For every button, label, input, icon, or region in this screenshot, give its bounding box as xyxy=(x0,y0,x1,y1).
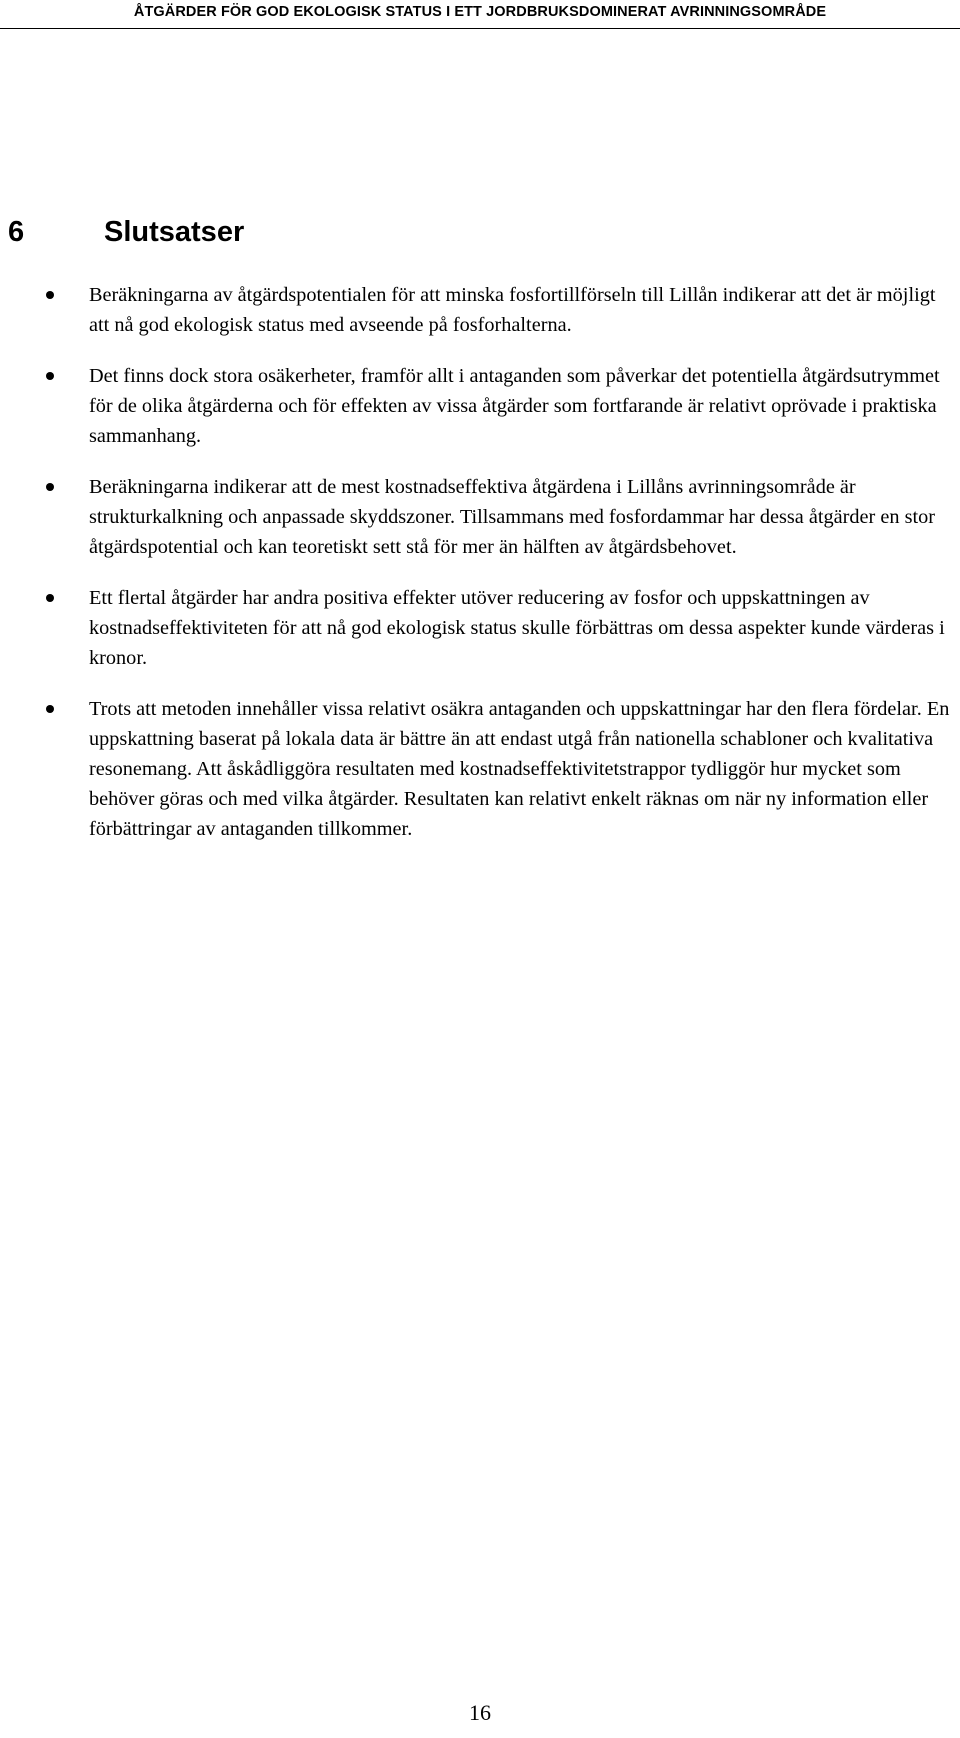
page-number: 16 xyxy=(469,1700,491,1725)
bullet-icon xyxy=(46,483,54,491)
conclusions-list xyxy=(0,280,960,865)
list-item-text: Beräkningarna av åtgärdspotentialen för att minska fosfortillförseln till Lillån indikerar att det är möjligt att nå god ekologisk status med avseende på fosforhalterna. xyxy=(89,284,936,336)
list-item-text: Det finns dock stora osäkerheter, framför allt i antaganden som påverkar det potentiella åtgärdsutrymmet för de olika åtgärderna och för effekten av vissa åtgärder som fortfarande är relativt oprövade i praktiska sammanhang. xyxy=(89,365,940,447)
list-item xyxy=(0,361,960,451)
chapter-number: 6 xyxy=(8,216,25,248)
list-item xyxy=(0,472,960,562)
list-item xyxy=(0,694,960,844)
running-header: ÅTGÄRDER FÖR GOD EKOLOGISK STATUS I ETT JORDBRUKSDOMINERAT AVRINNINGSOMRÅDE xyxy=(133,4,827,20)
bullet-icon xyxy=(46,291,54,299)
chapter-title: Slutsatser xyxy=(104,216,245,248)
header-divider xyxy=(0,28,960,29)
bullet-icon xyxy=(46,372,54,380)
chapter-heading xyxy=(8,214,244,250)
list-item-text: Beräkningarna indikerar att de mest kostnadseffektiva åtgärdena i Lillåns avrinningsområde är strukturkalkning och anpassade skyddszoner. Tillsammans med fosfordammar har dessa åtgärder en stor åtgärdspotential och kan teoretiskt sett stå för mer än hälften av åtgärdsbehovet. xyxy=(89,476,935,558)
list-item xyxy=(0,583,960,673)
list-item xyxy=(0,280,960,340)
list-item-text: Trots att metoden innehåller vissa relativt osäkra antaganden och uppskattningar har den flera fördelar. En uppskattning baserat på lokala data är bättre än att endast utgå från nationella schabloner och kvalitativa resonemang. Att åskådliggöra resultaten med kostnadseffektivitetstrappor tydliggör hur mycket som behöver göras och med vilka åtgärder. Resultaten kan relativt enkelt räknas om när ny information eller förbättringar av antaganden tillkommer. xyxy=(89,698,950,840)
list-item-text: Ett flertal åtgärder har andra positiva effekter utöver reducering av fosfor och uppskattningen av kostnadseffektiviteten för att nå god ekologisk status skulle förbättras om dessa aspekter kunde värderas i kronor. xyxy=(89,587,945,669)
bullet-icon xyxy=(46,705,54,713)
bullet-icon xyxy=(46,594,54,602)
